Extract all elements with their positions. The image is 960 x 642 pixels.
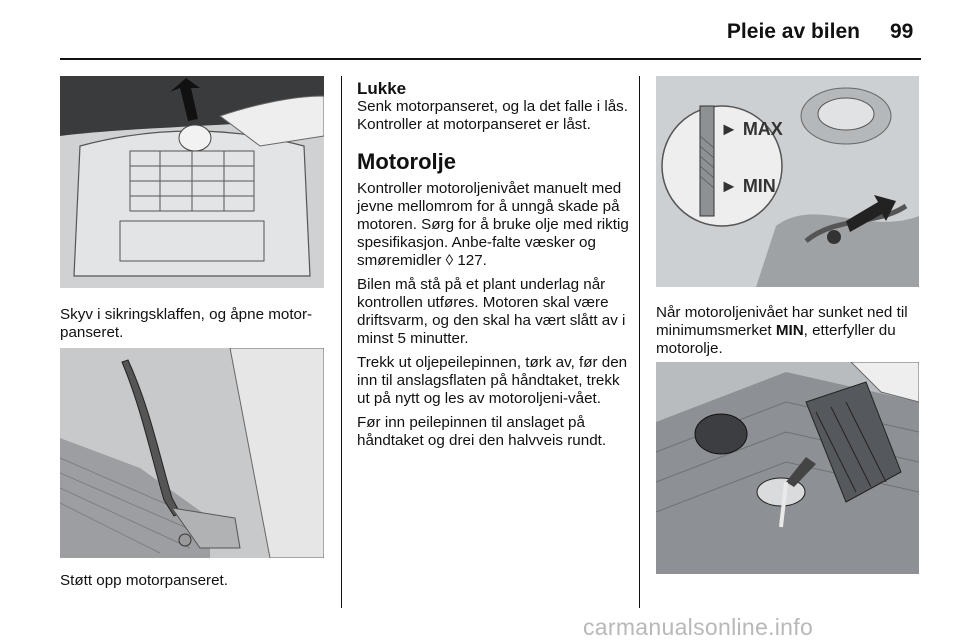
paragraph-lukke: Senk motorpanseret, og la det falle i lås. Kontroller at motorpanseret er låst. (357, 98, 628, 133)
paragraph-motorolje-2: Bilen må stå på et plant underlag når kontrollen utføres. Motoren skal være driftsvarm, og den skal ha vært slått av i minst 5 minutter. (357, 276, 626, 347)
caption-text: Når motoroljenivået har sunket ned til minimumsmerket (656, 304, 908, 339)
paragraph-motorolje-1: Kontroller motoroljenivået manuelt med jevne mellomrom for å unngå skade på motoren. Sørg for å bruke olje med riktig spesifikasjon. Anbe-falte væsker og smøremidler ◊ 127. (357, 180, 629, 269)
caption-hood-support: Støtt opp motorpanseret. (60, 572, 228, 589)
middle-text-column (357, 79, 633, 456)
dipstick-max-label: ► MAX (720, 119, 783, 139)
figure-oil-refill (656, 362, 919, 574)
watermark: carmanualsonline.info (583, 614, 814, 640)
paragraph-motorolje-3: Trekk ut oljepeilepinnen, tørk av, før den inn til anslagsflaten på håndtaket, trekk ut på nytt og les av motoroljeni-vået. (357, 354, 628, 407)
figure-hood-release (60, 76, 324, 288)
page-number: 99 (890, 20, 914, 43)
heading-lukke: Lukke (357, 79, 407, 98)
min-mark-label: MIN (775, 322, 804, 339)
header-rule (60, 58, 921, 60)
figure-hood-support (60, 348, 324, 558)
caption-hood-release: Skyv i sikringsklaffen, og åpne motor-panseret. (60, 306, 313, 341)
dipstick-min-label: ► MIN (720, 176, 776, 196)
paragraph-motorolje-4: Før inn peilepinnen til anslaget på håndtaket og drei den halvveis rundt. (357, 414, 607, 449)
caption-oil-refill (656, 304, 931, 358)
column-divider (341, 76, 342, 608)
caption-text: , etterfyller du motorolje. (656, 322, 896, 357)
heading-motorolje: Motorolje (357, 149, 456, 174)
figure-dipstick (656, 76, 919, 287)
column-divider (639, 76, 640, 608)
page-header-title: Pleie av bilen (726, 20, 860, 43)
